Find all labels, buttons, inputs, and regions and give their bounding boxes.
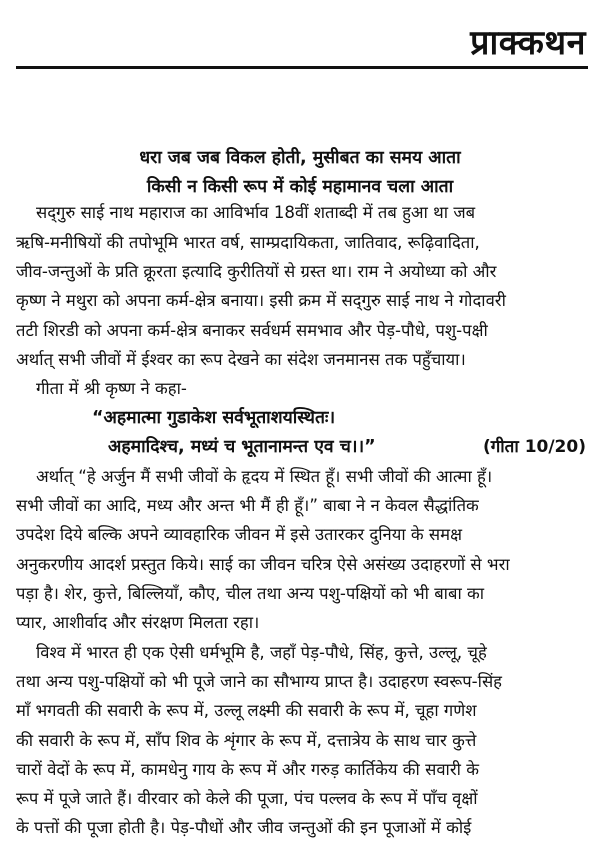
text-line: प्यार, आशीर्वाद और संरक्षण मिलता रहा। — [16, 613, 260, 632]
text-line: विश्व में भारत ही एक ऐसी धर्मभूमि है, जहाँ पेड़-पौधे, सिंह, कुत्ते, उल्लू, चूहे — [36, 643, 487, 662]
quote-line-2: अहमादिश्च, मध्यं च भूतानामन्त एव च।।” — [108, 437, 376, 457]
text-line: जीव-जन्तुओं के प्रति क्रूरता इत्यादि कुरीतियों से ग्रस्त था। राम ने अयोध्या को और — [16, 262, 497, 281]
text-line: अनुकरणीय आदर्श प्रस्तुत किये। साई का जीवन चरित्र ऐसे असंख्य उदाहरणों से भरा — [16, 555, 510, 574]
text-line: चारों वेदों के रूप में, कामधेनु गाय के रूप में और गरुड़ कार्तिकेय की सवारी के — [16, 760, 479, 779]
text-line: तथा अन्य पशु-पक्षियों को भी पूजे जाने का सौभाग्य प्राप्त है। उदाहरण स्वरूप-सिंह — [16, 672, 502, 691]
heading-underline — [16, 66, 588, 69]
text-line: अर्थात् “हे अर्जुन मैं सभी जीवों के हृदय में स्थित हूँ। सभी जीवों की आत्मा हूँ। — [36, 467, 493, 486]
text-line: रूप में पूजे जाते हैं। वीरवार को केले की पूजा, पंच पल्लव के रूप में पाँच वृक्षों — [16, 789, 478, 808]
text-line: तटी शिरडी को अपना कर्म-क्षेत्र बनाकर सर्वधर्म समभाव और पेड़-पौधे, पशु-पक्षी — [16, 321, 488, 340]
verse-line-2: किसी न किसी रूप में कोई महामानव चला आता — [146, 177, 454, 197]
text-line: पड़ा है। शेर, कुत्ते, बिल्लियाँ, कौए, चील तथा अन्य पशु-पक्षियों को भी बाबा का — [16, 584, 485, 603]
text-line: सभी जीवों का आदि, मध्य और अन्त भी मैं ही हूँ।” बाबा ने न केवल सैद्धांतिक — [16, 496, 479, 515]
quote-reference: (गीता 10/20) — [482, 437, 586, 457]
text-line: उपदेश दिये बल्कि अपने व्यावहारिक जीवन में इसे उतारकर दुनिया के समक्ष — [16, 525, 462, 544]
text-line: कृष्ण ने मथुरा को अपना कर्म-क्षेत्र बनाया। इसी क्रम में सद्‌गुरु साई नाथ ने गोदावरी — [16, 291, 506, 310]
text-line: सद्‌गुरु साई नाथ महाराज का आविर्भाव 18वीं शताब्दी में तब हुआ था जब — [36, 203, 476, 222]
gita-intro: गीता में श्री कृष्ण ने कहा- — [36, 379, 187, 398]
verse-line-1: धरा जब जब विकल होती, मुसीबत का समय आता — [139, 148, 461, 168]
text-line: के पत्तों की पूजा होती है। पेड़-पौधों और जीव जन्तुओं की इन पूजाओं में कोई — [16, 818, 472, 837]
page-title: प्राक्कथन — [470, 23, 586, 63]
quote-line-1: “अहमात्मा गुडाकेश सर्वभूताशयस्थितः। — [92, 408, 336, 428]
text-line: माँ भगवती की सवारी के रूप में, उल्लू लक्ष्मी की सवारी के रूप में, चूहा गणेश — [16, 701, 477, 720]
text-line: की सवारी के रूप में, साँप शिव के शृंगार के रूप में, दत्तात्रेय के साथ चार कुत्ते — [16, 731, 477, 750]
text-line: ऋषि-मनीषियों की तपोभूमि भारत वर्ष, साम्प्रदायिकता, जातिवाद, रूढ़िवादिता, — [16, 233, 480, 252]
text-line: अर्थात् सभी जीवों में ईश्वर का रूप देखने का संदेश जनमानस तक पहुँचाया। — [16, 350, 466, 369]
